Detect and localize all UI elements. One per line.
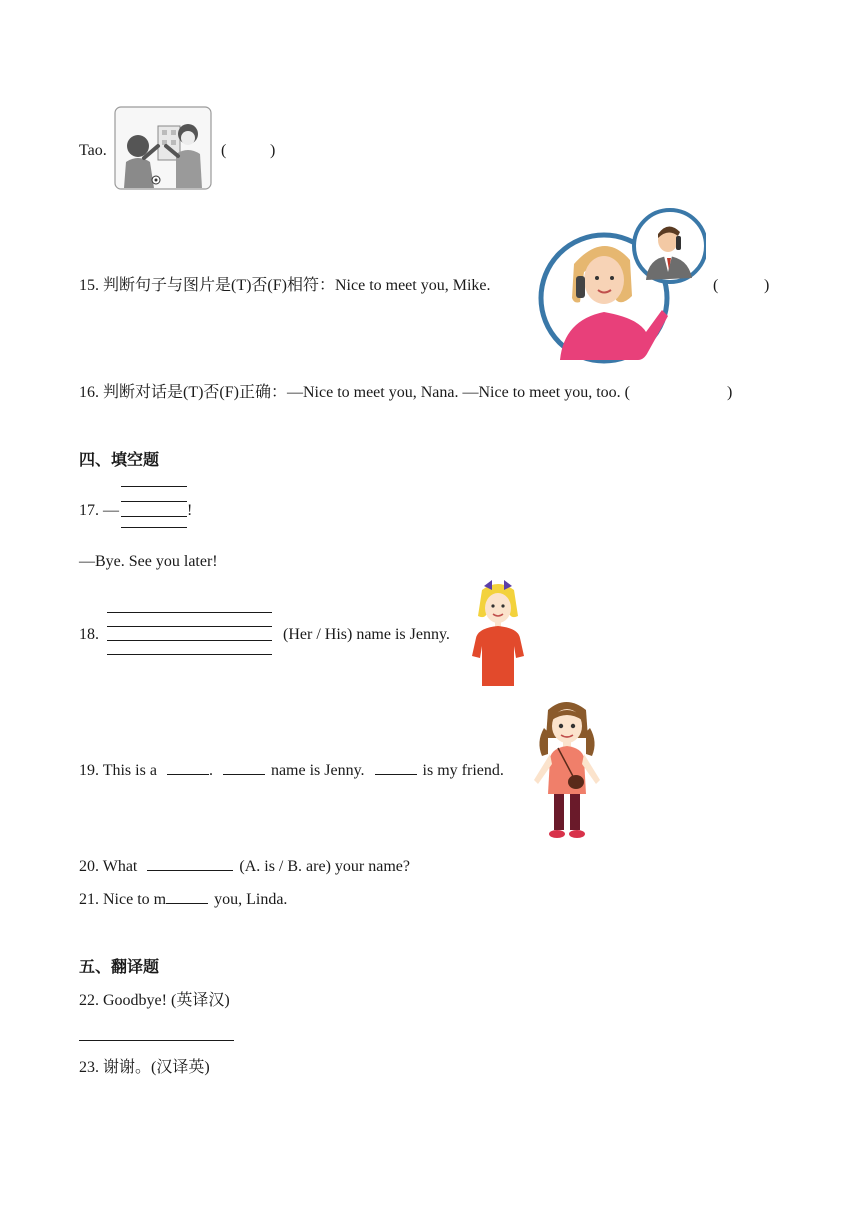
q19-text-1: 19. This is a xyxy=(79,762,157,779)
q19-text-3: name is Jenny. xyxy=(270,762,365,779)
girl-with-bag-picture xyxy=(528,698,606,842)
q19-text-2: . xyxy=(208,762,213,779)
q16-text: 16. 判断对话是(T)否(F)正确：—Nice to meet you, Nana. —Nice to meet you, too. ( xyxy=(79,384,631,401)
q17-answer-line[interactable] xyxy=(121,516,187,517)
q19-text-4: is my friend. xyxy=(422,762,504,779)
q21-blank[interactable] xyxy=(166,889,208,904)
q16-answer-paren-close: ) xyxy=(727,384,733,401)
q22-answer-line[interactable] xyxy=(79,1040,234,1041)
q23-text: 23. 谢谢。(汉译英) xyxy=(79,1059,210,1076)
q18-answer-line[interactable] xyxy=(107,654,272,655)
q18-answer-line[interactable] xyxy=(107,612,272,613)
q22-text: 22. Goodbye! (英译汉) xyxy=(79,992,230,1009)
section5-title: 五、翻译题 xyxy=(79,957,160,976)
q17-answer-line[interactable] xyxy=(121,501,187,502)
q18-answer-line[interactable] xyxy=(107,626,272,627)
q20-blank[interactable] xyxy=(147,856,233,871)
q17-reply: —Bye. See you later! xyxy=(79,553,218,570)
jenny-girl-picture xyxy=(470,580,526,686)
q21-line xyxy=(79,889,287,910)
q19-part1 xyxy=(79,760,504,781)
q18-text: (Her / His) name is Jenny. xyxy=(283,626,450,643)
q19-blank-3[interactable] xyxy=(375,760,417,775)
boys-greeting-picture xyxy=(114,106,212,190)
q17-prefix: 17. — xyxy=(79,502,119,519)
q15-text: 15. 判断句子与图片是(T)否(F)相符：Nice to meet you, Mike. xyxy=(79,277,491,294)
q20-text-1: 20. What xyxy=(79,858,138,875)
section4-title: 四、填空题 xyxy=(79,450,160,469)
q17-suffix: ! xyxy=(187,502,193,519)
q17-answer-line[interactable] xyxy=(121,527,187,528)
q15-answer-paren-open: ( xyxy=(713,277,719,294)
q19-blank-2[interactable] xyxy=(223,760,265,775)
q21-text-2: you, Linda. xyxy=(214,891,288,908)
q20-text-2: (A. is / B. are) your name? xyxy=(239,858,410,875)
phone-call-picture xyxy=(534,202,706,366)
q17-answer-line[interactable] xyxy=(121,486,187,487)
q18-answer-line[interactable] xyxy=(107,640,272,641)
q14-answer-paren-open: ( xyxy=(221,142,227,159)
q14-answer-paren-close: ) xyxy=(270,142,276,159)
q20-line xyxy=(79,856,410,877)
q21-text-1: 21. Nice to m xyxy=(79,891,167,908)
q19-blank-1[interactable] xyxy=(167,760,209,775)
q15-answer-paren-close: ) xyxy=(764,277,770,294)
q14-tail-text: Tao. xyxy=(79,142,107,159)
q18-number: 18. xyxy=(79,626,99,643)
